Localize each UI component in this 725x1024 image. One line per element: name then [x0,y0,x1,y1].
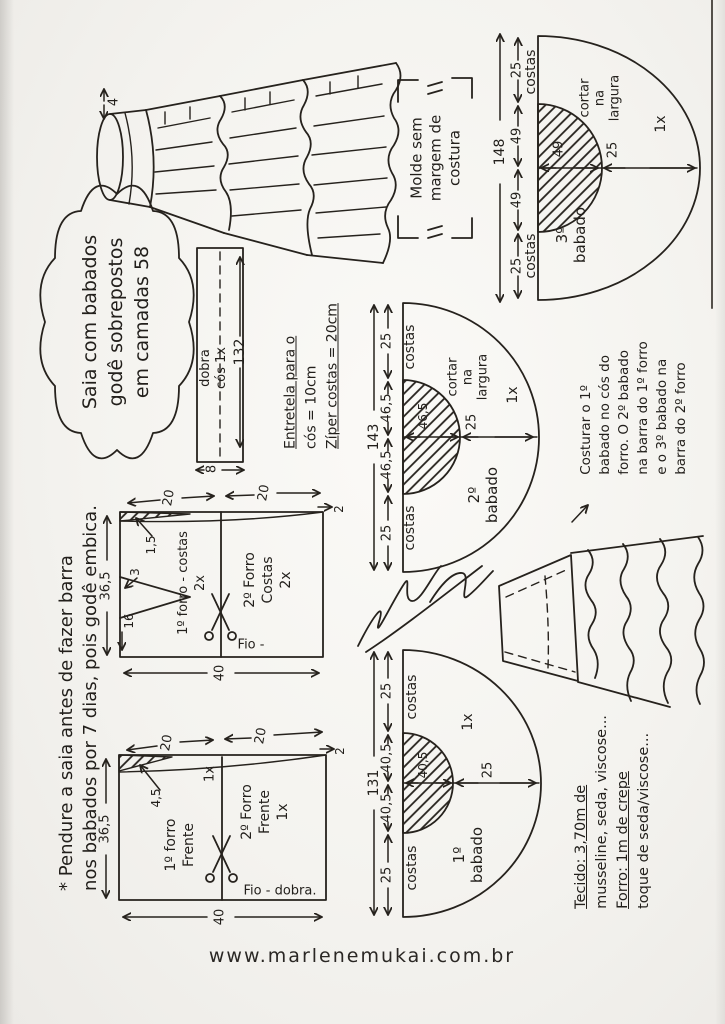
forro-costas-bottom-dim: 40 [212,664,228,682]
fabric-note-text: Tecido: 3,70m de musseline, seda, viscose... Forro: 1m de crepe toque de seda/viscose... [573,715,652,909]
sew-note-arrow [572,505,588,522]
babado3-width-label: 25 [605,141,621,159]
forro-frente-grain-label: Fio - dobra. [243,883,317,899]
forro-costas-left-piece-label: 1º forro - costas 2x [176,531,208,635]
babado1-width-label: 25 [480,761,496,779]
babado2-quantity-label: 1x [504,386,521,404]
website-url: www.marlenemukai.com.br [208,945,516,967]
entretela-note-text: Entretela para o cós = 10cm Zíper costas = 20cm [282,303,341,449]
babado3-radius-label: 49 [551,140,567,158]
babado3-segment-label: 25 [509,61,525,79]
waistband-length-label: 132 [231,338,248,366]
forro-frente-left-quantity: 1x [202,766,218,782]
babado2-name-label: 2º babado [465,466,501,524]
forro-costas-right-piece-label: 2º Forro Costas 2x [242,552,294,608]
babado1-costas-label: costas [403,845,420,891]
forro-costas-top-dim: 20 [160,488,178,508]
forro-frente-drop-label: 4,5 [149,788,164,808]
forro-frente-right-piece-label: 2º Forro Frente 1x [239,784,291,840]
babado1-quantity-label: 1x [459,713,476,731]
forro-frente-top-dim: 20 [252,726,270,746]
babado1-segment-label: 25 [379,682,395,700]
babado3-costas-label: costas [522,233,539,279]
molde-note-text: Molde sem margem de costura [407,114,464,202]
babado2-total-label: 143 [365,423,382,451]
babado2-segment-label: 25 [379,332,395,350]
forro-frente-rise-label: 2 [333,747,348,755]
babado3-total-label: 148 [491,138,508,166]
babado2-cut-note: cortar na largura [445,353,491,401]
waistband-height-label: 4 [106,97,122,107]
forro-costas-grain-label: Fio - [237,637,265,653]
forro-costas-outline [107,493,332,673]
babado2-segment-label: 25 [379,524,395,542]
forro-frente-left-piece-label: 1º forro Frente [163,818,197,872]
title-cloud-text: Saia com babados godê sobrepostos em camadas 58 [79,234,153,410]
babado2-segment-label: 46,5 [379,393,395,423]
babado3-cut-note: cortar na largura [577,74,623,122]
forro-costas-rise-label: 2 [332,505,347,513]
babado3-segment-label: 25 [509,257,525,275]
waistband-piece-label: dobra cós 1x [198,347,229,389]
forro-costas-top-dim: 20 [255,483,273,503]
babado1-name-label: 1º babado [450,826,486,884]
forro-frente-side-dim: 36,5 [97,814,113,844]
babado2-width-label: 25 [464,413,480,431]
babado3-segment-label: 49 [509,127,525,145]
forro-costas-dart-depth: 16 [122,613,137,629]
hang-note-text: * Pendure a saia antes de fazer barra nos babados por 7 dias, pois godê embica. [56,505,101,891]
babado1-total-label: 131 [365,769,382,797]
babado2-segment-label: 46,5 [379,450,395,480]
babado1-costas-label: costas [403,674,420,720]
forro-costas-dart-width: 3 [128,568,143,576]
babado3-costas-label: costas [522,49,539,95]
waistband-height-dim-label: 8 [204,464,220,474]
babado2-costas-label: costas [401,505,418,551]
babado1-segment-label: 40,5 [379,793,395,823]
forro-frente-bottom-dim: 40 [212,908,228,926]
babado1-segment-label: 25 [379,866,395,884]
forro-frente-top-dim: 20 [158,733,176,753]
signature [358,566,493,652]
babado3-quantity-label: 1x [652,115,669,133]
layered-skirt-sketch [499,536,704,707]
babado1-radius-label: 40,5 [416,751,431,779]
forro-costas-drop-label: 1,5 [144,535,159,555]
babado2-costas-label: costas [401,324,418,370]
babado2-outline [374,303,539,572]
babado1-segment-label: 40,5 [379,743,395,773]
sew-note-text: Costurar o 1º babado no cós do forro. O 2º babado na barra do 1º forro e o 3º babado na barra do 2º forro [578,341,689,475]
forro-costas-side-dim: 36,5 [98,571,114,601]
babado3-name-label: 3º babado [553,206,589,264]
babado3-segment-label: 49 [509,191,525,209]
skirt-illustration [97,63,401,263]
babado2-radius-label: 46,5 [416,402,431,430]
